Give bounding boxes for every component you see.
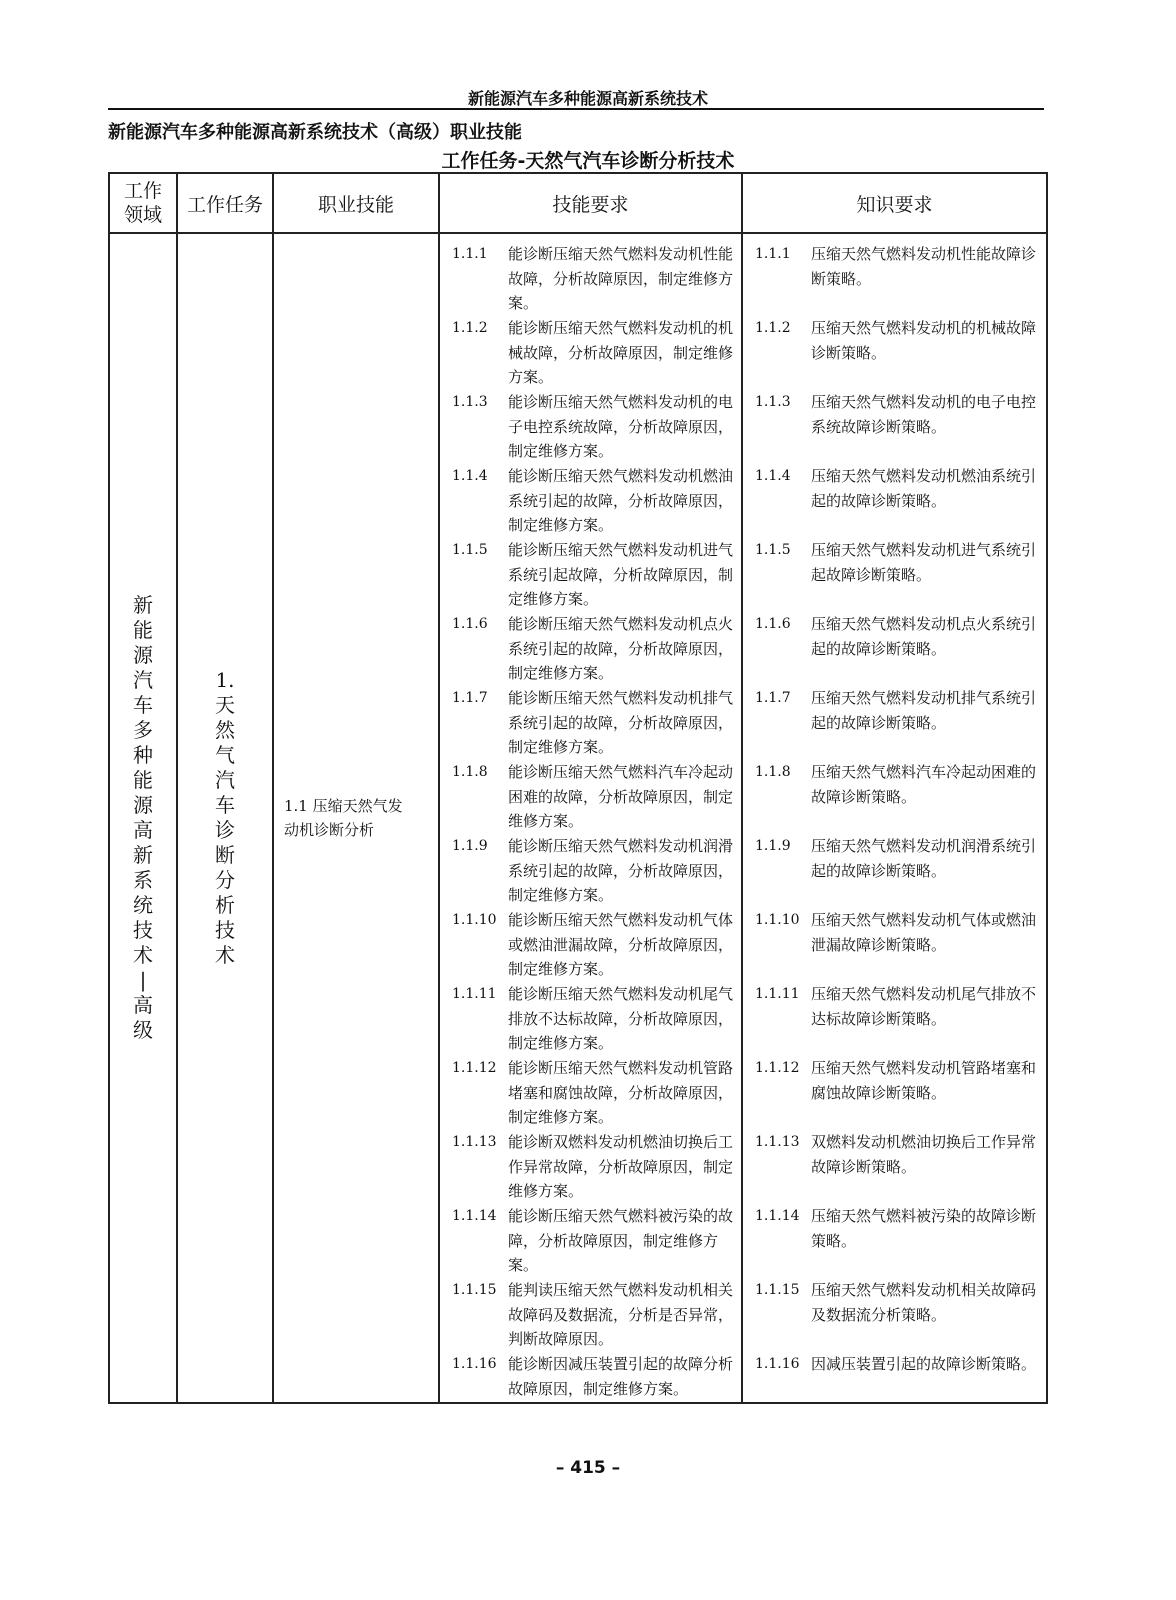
knowledge-requirements-list [743,234,1046,1402]
knowledge-requirement-item-text: 压缩天然气燃料发动机尾气排放不达标故障诊断策略。 [811,985,1037,1028]
knowledge-requirement-item-text: 压缩天然气燃料发动机气体或燃油泄漏故障诊断策略。 [811,911,1037,954]
skills-table [108,172,1048,1404]
knowledge-requirement-item-number: 1.1.14 [755,1208,800,1224]
task-text: 1. 天 然 气 汽 车 诊 断 分 析 技 术 [215,668,235,967]
skill-requirement-item-number: 1.1.6 [452,616,488,632]
skill-requirement-item-number: 1.1.3 [452,394,488,410]
skill-requirement-item-text: 能诊断压缩天然气燃料发动机润滑系统引起的故障，分析故障原因，制定维修方案。 [508,837,734,904]
knowledge-requirement-item-text: 压缩天然气燃料发动机的机械故障诊断策略。 [811,319,1037,362]
knowledge-requirement-item [743,464,1046,538]
knowledge-requirement-item-text: 压缩天然气燃料发动机管路堵塞和腐蚀故障诊断策略。 [811,1059,1037,1102]
skill-requirement-item-text: 能诊断压缩天然气燃料汽车冷起动困难的故障，分析故障原因，制定维修方案。 [508,763,734,830]
skill-requirement-item-number: 1.1.12 [452,1060,497,1076]
domain-cell [109,233,177,1403]
knowledge-requirement-item [743,834,1046,908]
skill-requirement-item [440,1204,741,1278]
knowledge-requirement-item-text: 压缩天然气燃料发动机润滑系统引起的故障诊断策略。 [811,837,1037,880]
knowledge-requirement-item [743,908,1046,982]
knowledge-requirement-item-number: 1.1.9 [755,838,791,854]
skill-requirement-item-number: 1.1.16 [452,1356,497,1372]
knowledge-requirement-item [743,316,1046,390]
skill-requirement-item-number: 1.1.13 [452,1134,497,1150]
skill-requirement-item [440,1130,741,1204]
skill-requirement-item-number: 1.1.9 [452,838,488,854]
knowledge-requirement-item-text: 压缩天然气燃料发动机性能故障诊断策略。 [811,245,1037,288]
skill-requirement-item-number: 1.1.5 [452,542,488,558]
skill-requirement-item [440,390,741,464]
section-subtitle: 工作任务-天然气汽车诊断分析技术 [441,150,735,172]
skill-requirement-item-number: 1.1.8 [452,764,488,780]
knowledge-requirement-item-number: 1.1.12 [755,1060,800,1076]
knowledge-requirement-item [743,612,1046,686]
skill-requirement-item-text: 能诊断压缩天然气燃料发动机气体或燃油泄漏故障，分析故障原因，制定维修方案。 [508,911,734,978]
knowledge-requirement-item-text: 因减压装置引起的故障诊断策略。 [811,1355,1037,1373]
knowledge-requirement-item-number: 1.1.1 [755,246,791,262]
knowledge-requirement-item-text: 压缩天然气燃料发动机进气系统引起故障诊断策略。 [811,541,1037,584]
skill-requirement-item [440,760,741,834]
knowledge-requirement-item-text: 压缩天然气燃料汽车冷起动困难的故障诊断策略。 [811,763,1037,806]
skill-requirement-item [440,538,741,612]
skill-requirement-item [440,242,741,316]
skill-requirement-item [440,464,741,538]
knowledge-requirement-item-number: 1.1.10 [755,912,800,928]
knowledge-requirement-item [743,1352,1046,1402]
skill-requirement-item-text: 能诊断双燃料发动机燃油切换后工作异常故障，分析故障原因，制定维修方案。 [508,1133,734,1200]
knowledge-requirement-item-text: 压缩天然气燃料发动机点火系统引起的故障诊断策略。 [811,615,1037,658]
skill-requirement-item [440,1056,741,1130]
skill-requirement-item [440,834,741,908]
page-number: – 415 – [555,1458,621,1478]
knowledge-requirement-item [743,390,1046,464]
knowledge-requirement-item [743,1130,1046,1204]
column-header-domain: 工作 领域 [109,173,177,233]
knowledge-requirement-item-number: 1.1.6 [755,616,791,632]
skill-requirement-item-number: 1.1.15 [452,1282,497,1298]
skill-requirement-item-text: 能诊断压缩天然气燃料发动机尾气排放不达标故障，分析故障原因，制定维修方案。 [508,985,734,1052]
skill-requirement-item-text: 能诊断因减压装置引起的故障分析故障原因，制定维修方案。 [508,1355,734,1398]
knowledge-requirement-item-number: 1.1.15 [755,1282,800,1298]
skill-requirement-item [440,612,741,686]
knowledge-requirement-item-number: 1.1.2 [755,320,791,336]
knowledge-requirement-item-text: 双燃料发动机燃油切换后工作异常故障诊断策略。 [811,1133,1037,1176]
column-header-task: 工作任务 [177,173,273,233]
knowledge-requirements-cell [742,233,1047,1403]
table-header-row [109,173,1047,233]
skill-requirement-item [440,316,741,390]
skill-requirement-item-text: 能诊断压缩天然气燃料发动机性能故障，分析故障原因，制定维修方案。 [508,245,734,312]
skill-requirement-item-number: 1.1.10 [452,912,497,928]
domain-text: 新 能 源 汽 车 多 种 能 源 高 新 系 统 技 术 | 高 级 [133,593,153,1042]
skill-requirement-item-text: 能诊断压缩天然气燃料发动机点火系统引起的故障，分析故障原因，制定维修方案。 [508,615,734,682]
skill-requirement-item [440,1278,741,1352]
skill-requirement-item-number: 1.1.1 [452,246,488,262]
table-row [109,233,1047,1403]
skill-requirement-item-text: 能诊断压缩天然气燃料发动机燃油系统引起的故障，分析故障原因，制定维修方案。 [508,467,734,534]
column-header-knowledge-requirements: 知识要求 [742,173,1047,233]
knowledge-requirement-item [743,982,1046,1056]
knowledge-requirement-item [743,686,1046,760]
knowledge-requirement-item-number: 1.1.13 [755,1134,800,1150]
knowledge-requirement-item-text: 压缩天然气燃料发动机的电子电控系统故障诊断策略。 [811,393,1037,436]
knowledge-requirement-item-text: 压缩天然气燃料被污染的故障诊断策略。 [811,1207,1037,1250]
skill-requirement-item [440,1352,741,1402]
skill-requirement-item [440,686,741,760]
skill-requirement-item-text: 能诊断压缩天然气燃料发动机的电子电控系统故障，分析故障原因，制定维修方案。 [508,393,734,460]
column-header-skill: 职业技能 [273,173,439,233]
knowledge-requirement-item-text: 压缩天然气燃料发动机燃油系统引起的故障诊断策略。 [811,467,1037,510]
header-rule [108,108,1044,110]
skill-requirements-cell [439,233,742,1403]
knowledge-requirement-item-text: 压缩天然气燃料发动机排气系统引起的故障诊断策略。 [811,689,1037,732]
knowledge-requirement-item [743,538,1046,612]
skill-requirement-item [440,908,741,982]
skill-requirement-item-number: 1.1.4 [452,468,488,484]
task-cell [177,233,273,1403]
skill-requirement-item-text: 能诊断压缩天然气燃料被污染的故障，分析故障原因，制定维修方案。 [508,1207,734,1274]
skill-requirement-item [440,982,741,1056]
skill-requirement-item-number: 1.1.11 [452,986,497,1002]
skill-requirement-item-text: 能诊断压缩天然气燃料发动机排气系统引起的故障，分析故障原因，制定维修方案。 [508,689,734,756]
knowledge-requirement-item-text: 压缩天然气燃料发动机相关故障码及数据流分析策略。 [811,1281,1037,1324]
knowledge-requirement-item-number: 1.1.3 [755,394,791,410]
skill-requirement-item-number: 1.1.14 [452,1208,497,1224]
knowledge-requirement-item [743,1056,1046,1130]
skill-requirement-item-text: 能诊断压缩天然气燃料发动机管路堵塞和腐蚀故障，分析故障原因，制定维修方案。 [508,1059,734,1126]
knowledge-requirement-item-number: 1.1.4 [755,468,791,484]
skill-cell [273,233,439,1403]
knowledge-requirement-item-number: 1.1.8 [755,764,791,780]
skill-requirement-item-text: 能判读压缩天然气燃料发动机相关故障码及数据流，分析是否异常，判断故障原因。 [508,1281,734,1348]
column-header-skill-requirements: 技能要求 [439,173,742,233]
skill-requirement-item-text: 能诊断压缩天然气燃料发动机进气系统引起故障，分析故障原因，制定维修方案。 [508,541,734,608]
running-header: 新能源汽车多种能源高新系统技术 [467,89,708,108]
skill-text: 1.1 压缩天然气发动机诊断分析 [284,797,403,839]
knowledge-requirement-item [743,1204,1046,1278]
knowledge-requirement-item [743,1278,1046,1352]
knowledge-requirement-item [743,760,1046,834]
knowledge-requirement-item-number: 1.1.16 [755,1356,800,1372]
skill-requirement-item-number: 1.1.7 [452,690,488,706]
knowledge-requirement-item [743,242,1046,316]
skill-requirements-list [440,234,741,1402]
knowledge-requirement-item-number: 1.1.5 [755,542,791,558]
knowledge-requirement-item-number: 1.1.11 [755,986,800,1002]
document-title: 新能源汽车多种能源高新系统技术（高级）职业技能 [108,122,522,143]
skill-requirement-item-text: 能诊断压缩天然气燃料发动机的机械故障，分析故障原因，制定维修方案。 [508,319,734,386]
knowledge-requirement-item-number: 1.1.7 [755,690,791,706]
skill-requirement-item-number: 1.1.2 [452,320,488,336]
